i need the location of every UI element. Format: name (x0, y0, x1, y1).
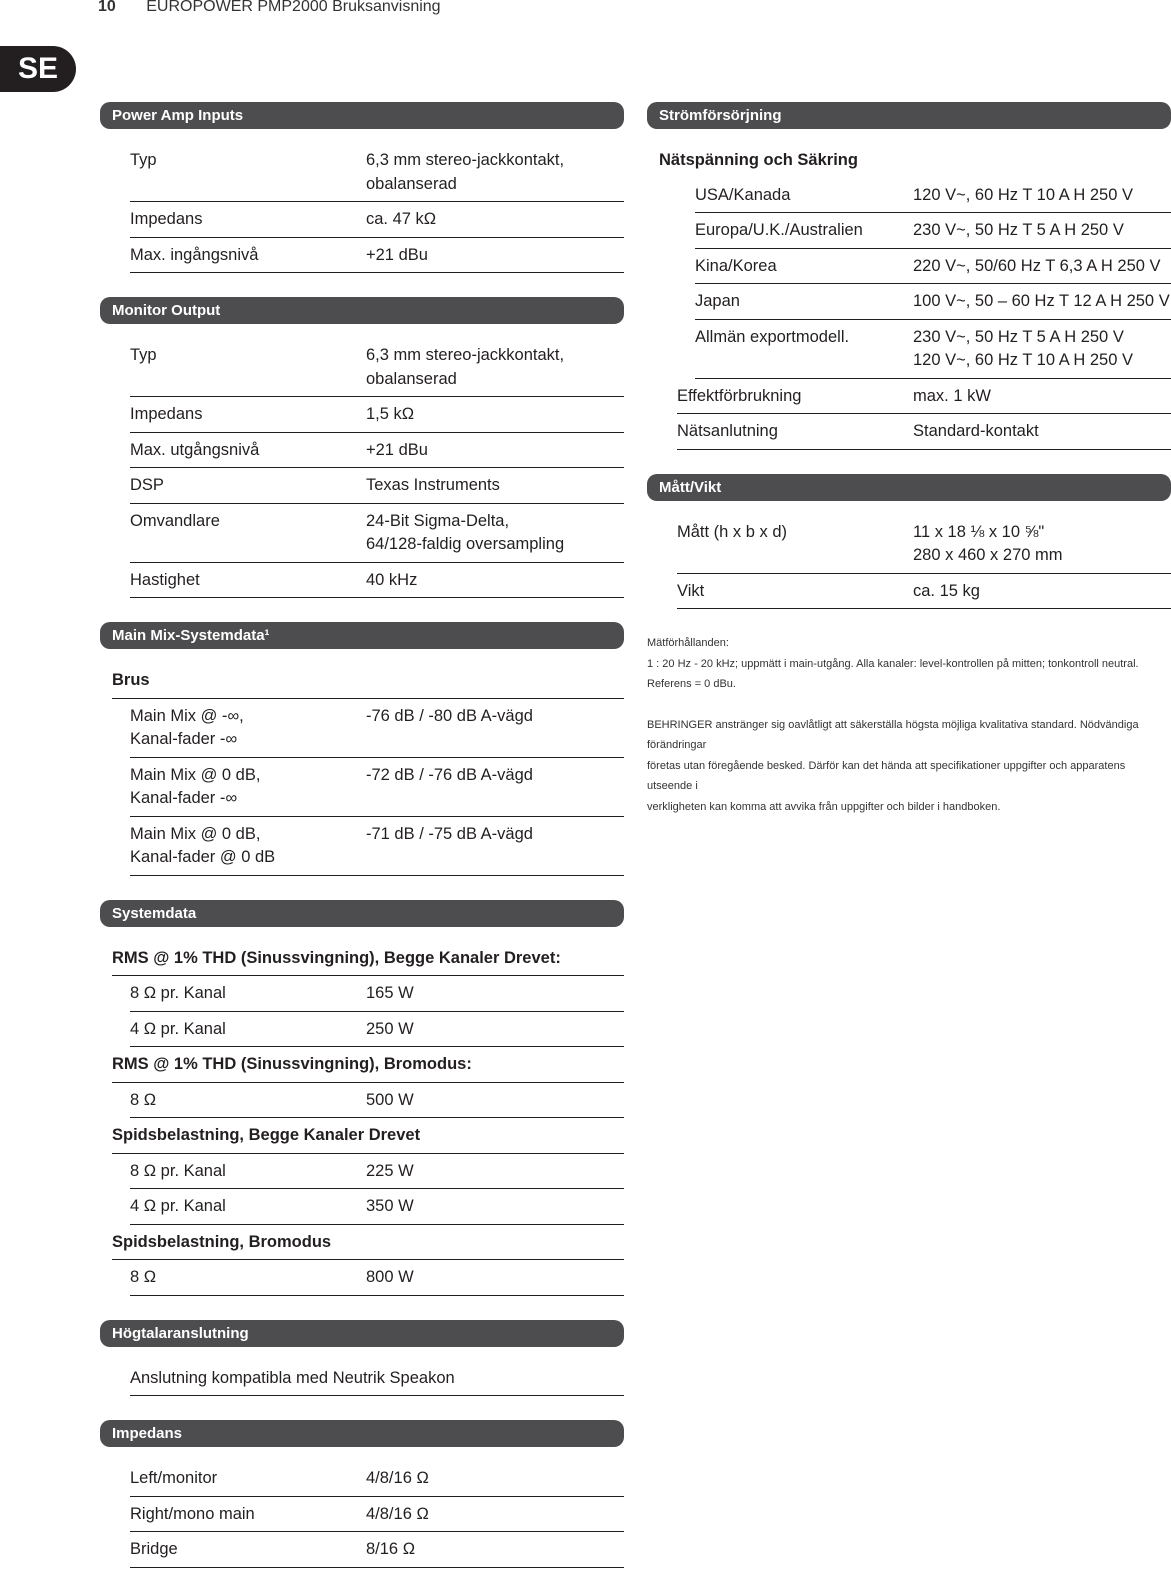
spec-label: Main Mix @ 0 dB, Kanal-fader -∞ (130, 765, 261, 807)
page-number: 10 (98, 0, 116, 15)
spec-value: 350 W (366, 1197, 414, 1215)
spec-row (677, 414, 1171, 450)
spec-label: Right/mono main (130, 1504, 255, 1523)
spec-value: Texas Instruments (366, 476, 500, 494)
section-hogtalaranslutning (100, 1320, 624, 1397)
section-title: Strömförsörjning (647, 102, 1171, 129)
spec-value: 40 kHz (366, 570, 418, 589)
section-systemdata (100, 900, 624, 1296)
spec-row (130, 758, 624, 817)
right-column (647, 102, 1171, 817)
section-title: Main Mix-Systemdata¹ (100, 622, 624, 649)
spec-row (677, 379, 1171, 415)
spec-row (677, 574, 1171, 610)
spec-value: 165 W (366, 984, 414, 1002)
section-monitor-output (100, 297, 624, 598)
spec-value: 100 V~, 50 – 60 Hz T 12 A H 250 V (913, 292, 1170, 310)
footnote-line: Referens = 0 dBu. (647, 678, 736, 690)
spec-row (130, 338, 624, 397)
spec-row (130, 1012, 624, 1048)
spec-label: 8 Ω (130, 1268, 157, 1286)
group-title: Brus (112, 663, 624, 699)
spec-label: Typ (130, 151, 157, 169)
spec-value: 8/16 Ω (366, 1540, 416, 1558)
spec-label: Typ (130, 346, 157, 364)
spec-label: USA/Kanada (695, 185, 791, 204)
spec-row (130, 433, 624, 469)
spec-row (695, 178, 1171, 214)
spec-value: 800 W (366, 1268, 414, 1286)
section-matt-vikt (647, 474, 1171, 610)
spec-label: Main Mix @ 0 dB, Kanal-fader @ 0 dB (130, 824, 276, 866)
spec-row (130, 1361, 624, 1397)
spec-value: 500 W (366, 1090, 414, 1109)
spec-value: 4/8/16 Ω (366, 1504, 429, 1523)
spec-label: Main Mix @ -∞, Kanal-fader -∞ (130, 706, 244, 748)
spec-value: 24-Bit Sigma-Delta, 64/128-faldig oversampling (366, 511, 565, 553)
spec-label: Max. ingångsnivå (130, 245, 259, 264)
section-title: Power Amp Inputs (100, 102, 624, 129)
spec-row (695, 213, 1171, 249)
spec-row (130, 1083, 624, 1119)
spec-row (130, 976, 624, 1012)
left-column (100, 102, 624, 1592)
spec-row (130, 563, 624, 599)
spec-value: 250 W (366, 1019, 414, 1038)
spec-row (130, 1532, 624, 1568)
spec-value: 220 V~, 50/60 Hz T 6,3 A H 250 V (913, 256, 1161, 275)
spec-value: +21 dBu (366, 245, 428, 264)
spec-value: -72 dB / -76 dB A-vägd (366, 765, 533, 784)
spec-label: 4 Ω pr. Kanal (130, 1019, 226, 1038)
spec-value: Standard-kontakt (913, 422, 1039, 440)
section-title: Högtalaranslutning (100, 1320, 624, 1347)
spec-label: Vikt (677, 581, 705, 600)
spec-value: ca. 47 kΩ (366, 210, 437, 228)
spec-label: Effektförbrukning (677, 386, 802, 405)
section-title: Impedans (100, 1420, 624, 1447)
spec-value: 1,5 kΩ (366, 405, 415, 423)
section-power-amp-inputs (100, 102, 624, 273)
spec-row (130, 817, 624, 876)
spec-value: 6,3 mm stereo-jackkontakt, obalanserad (366, 151, 565, 193)
spec-label: Europa/U.K./Australien (695, 221, 863, 239)
document-title: EUROPOWER PMP2000 Bruksanvisning (146, 0, 441, 15)
section-title: Mått/Vikt (647, 474, 1171, 501)
spec-label: Max. utgångsnivå (130, 440, 260, 459)
disclaimer-line: BEHRINGER anstränger sig oavlåtligt att säkerställa högsta möjliga kvalitativa standard. Nödvändiga förändringar (647, 718, 1139, 751)
spec-row (130, 1260, 624, 1296)
spec-row (130, 397, 624, 433)
spec-label: Mått (h x b x d) (677, 522, 788, 541)
spec-label: Japan (695, 292, 740, 310)
footnote-line: 1 : 20 Hz - 20 kHz; uppmätt i main-utgång. Alla kanaler: level-kontrollen på mitten; tonkontroll neutral. (647, 657, 1139, 670)
spec-row (130, 1154, 624, 1190)
spec-value: max. 1 kW (913, 386, 991, 405)
spec-value: 6,3 mm stereo-jackkontakt, obalanserad (366, 346, 565, 388)
spec-value: 4/8/16 Ω (366, 1469, 429, 1487)
spec-label: Impedans (130, 405, 203, 423)
spec-label: Left/monitor (130, 1469, 218, 1487)
footnote-line: Mätförhållanden: (647, 637, 729, 649)
spec-row (695, 249, 1171, 285)
spec-label: 8 Ω pr. Kanal (130, 1161, 226, 1180)
group-title: RMS @ 1% THD (Sinussvingning), Begge Kanaler Drevet: (112, 941, 624, 977)
spec-value: -76 dB / -80 dB A-vägd (366, 706, 533, 725)
spec-row (677, 515, 1171, 574)
section-title: Monitor Output (100, 297, 624, 324)
spec-value: 225 W (366, 1161, 414, 1180)
spec-row (130, 468, 624, 504)
group-title: Spidsbelastning, Bromodus (112, 1225, 624, 1261)
spec-value: +21 dBu (366, 440, 428, 459)
section-main-mix (100, 622, 624, 876)
spec-label: Allmän exportmodell. (695, 327, 850, 346)
spec-text: Anslutning kompatibla med Neutrik Speakon (130, 1368, 455, 1387)
spec-label: 8 Ω pr. Kanal (130, 984, 226, 1002)
spec-row (130, 1461, 624, 1497)
spec-row (130, 1189, 624, 1225)
spec-value: 11 x 18 ⅛ x 10 ⅝" 280 x 460 x 270 mm (913, 522, 1063, 564)
section-impedans (100, 1420, 624, 1568)
spec-value: 230 V~, 50 Hz T 5 A H 250 V 120 V~, 60 Hz T 10 A H 250 V (913, 327, 1134, 369)
spec-value: ca. 15 kg (913, 581, 980, 600)
spec-label: Hastighet (130, 570, 200, 589)
spec-row (130, 143, 624, 202)
spec-label: 8 Ω (130, 1090, 157, 1109)
spec-row (130, 1497, 624, 1533)
spec-row (130, 504, 624, 563)
spec-value: 230 V~, 50 Hz T 5 A H 250 V (913, 221, 1124, 239)
section-title: Systemdata (100, 900, 624, 927)
language-tab: SE (0, 46, 76, 92)
disclaimer-line: företas utan föregående besked. Därför kan det hända att specifikationer uppgifter och apparatens utseende i (647, 759, 1126, 792)
spec-row (695, 320, 1171, 379)
group-title: Spidsbelastning, Begge Kanaler Drevet (112, 1118, 624, 1154)
page-header (98, 0, 441, 16)
group-title: Nätspänning och Säkring (659, 151, 858, 169)
spec-label: Kina/Korea (695, 256, 777, 275)
disclaimer-line: verkligheten kan komma att avvika från uppgifter och bilder i handboken. (647, 800, 1001, 813)
group-title: RMS @ 1% THD (Sinussvingning), Bromodus: (112, 1047, 624, 1083)
spec-row (695, 284, 1171, 320)
spec-label: Omvandlare (130, 511, 220, 530)
spec-row (130, 202, 624, 238)
footnote (647, 633, 1171, 817)
spec-value: -71 dB / -75 dB A-vägd (366, 824, 533, 843)
spec-label: DSP (130, 476, 164, 494)
spec-label: Impedans (130, 210, 203, 228)
spec-label: Nätsanlutning (677, 422, 778, 440)
spec-label: Bridge (130, 1540, 178, 1558)
spec-label: 4 Ω pr. Kanal (130, 1197, 226, 1215)
spec-row (130, 238, 624, 274)
spec-value: 120 V~, 60 Hz T 10 A H 250 V (913, 185, 1134, 204)
section-stromforsorjning (647, 102, 1171, 450)
spec-row (130, 699, 624, 758)
